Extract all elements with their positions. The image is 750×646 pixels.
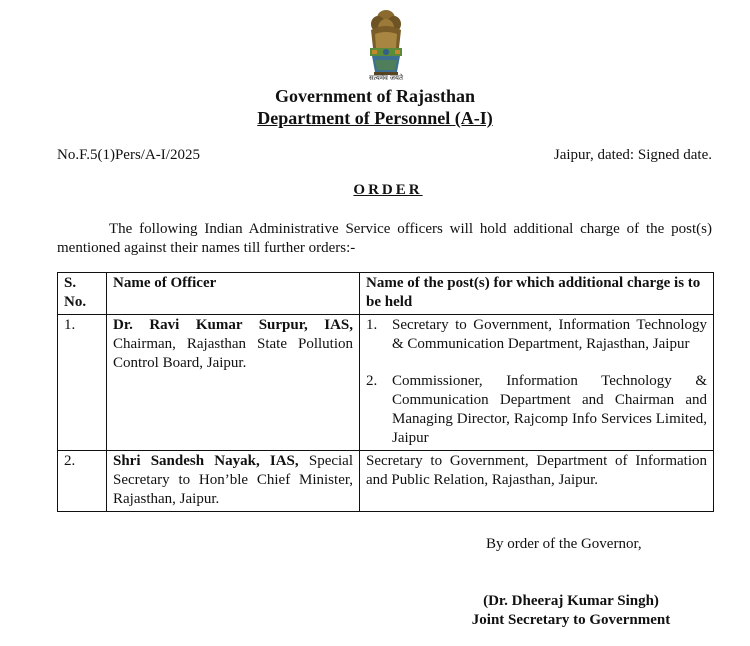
header-posts: Name of the post(s) for which additional charge is to be held [360, 273, 714, 315]
signatory-block [452, 592, 690, 630]
list-item [366, 372, 707, 448]
post-text: Secretary to Government, Department of Information and Public Relation, Rajasthan, Jaipur. [360, 451, 714, 512]
department-title: Department of Personnel (A-I) [257, 108, 493, 128]
post-number: 2. [366, 373, 378, 389]
header-sno: S. No. [58, 273, 107, 315]
posts-cell [360, 315, 714, 451]
table-row [58, 315, 714, 451]
header-officer: Name of Officer [107, 273, 360, 315]
post-text: Secretary to Government, Information Technology & Communication Department, Rajasthan, Jaipur [392, 317, 707, 352]
table-header-row [58, 273, 714, 315]
officer-name: Dr. Ravi Kumar Surpur, IAS, [113, 317, 353, 333]
row-sno: 2. [58, 451, 107, 512]
officer-designation: Chairman, Rajasthan State Pollution Control Board, Jaipur. [113, 336, 353, 371]
list-item [366, 316, 707, 354]
by-order-line: By order of the Governor, [486, 536, 642, 552]
post-list [366, 316, 707, 448]
intro-paragraph: The following Indian Administrative Service officers will hold additional charge of the post(s) mentioned against their names till further orders:- [57, 221, 712, 256]
officer-designation: Special Secretary to Hon’ble Chief Minister, Rajasthan, Jaipur. [113, 453, 354, 507]
post-text: Commissioner, Information Technology & Communication Department and Chairman and Managing Director, Rajcomp Info Services Limited, Jaipur [392, 373, 707, 446]
national-emblem-icon [359, 8, 413, 84]
government-title: Government of Rajasthan [275, 86, 475, 106]
officer-cell [107, 451, 360, 512]
officers-table [57, 272, 714, 512]
post-number: 1. [366, 317, 378, 333]
officer-name: Shri Sandesh Nayak, IAS, [113, 453, 299, 469]
officer-cell [107, 315, 360, 451]
emblem-motto: सत्यमेव जयते [369, 74, 403, 82]
signatory-title: Joint Secretary to Government [471, 612, 671, 628]
reference-number: No.F.5(1)Pers/A-I/2025 [57, 147, 200, 163]
place-date: Jaipur, dated: Signed date. [553, 147, 712, 163]
order-heading: ORDER [353, 182, 423, 198]
signatory-name: (Dr. Dheeraj Kumar Singh) [483, 593, 659, 609]
table-row [58, 451, 714, 512]
row-sno: 1. [58, 315, 107, 451]
